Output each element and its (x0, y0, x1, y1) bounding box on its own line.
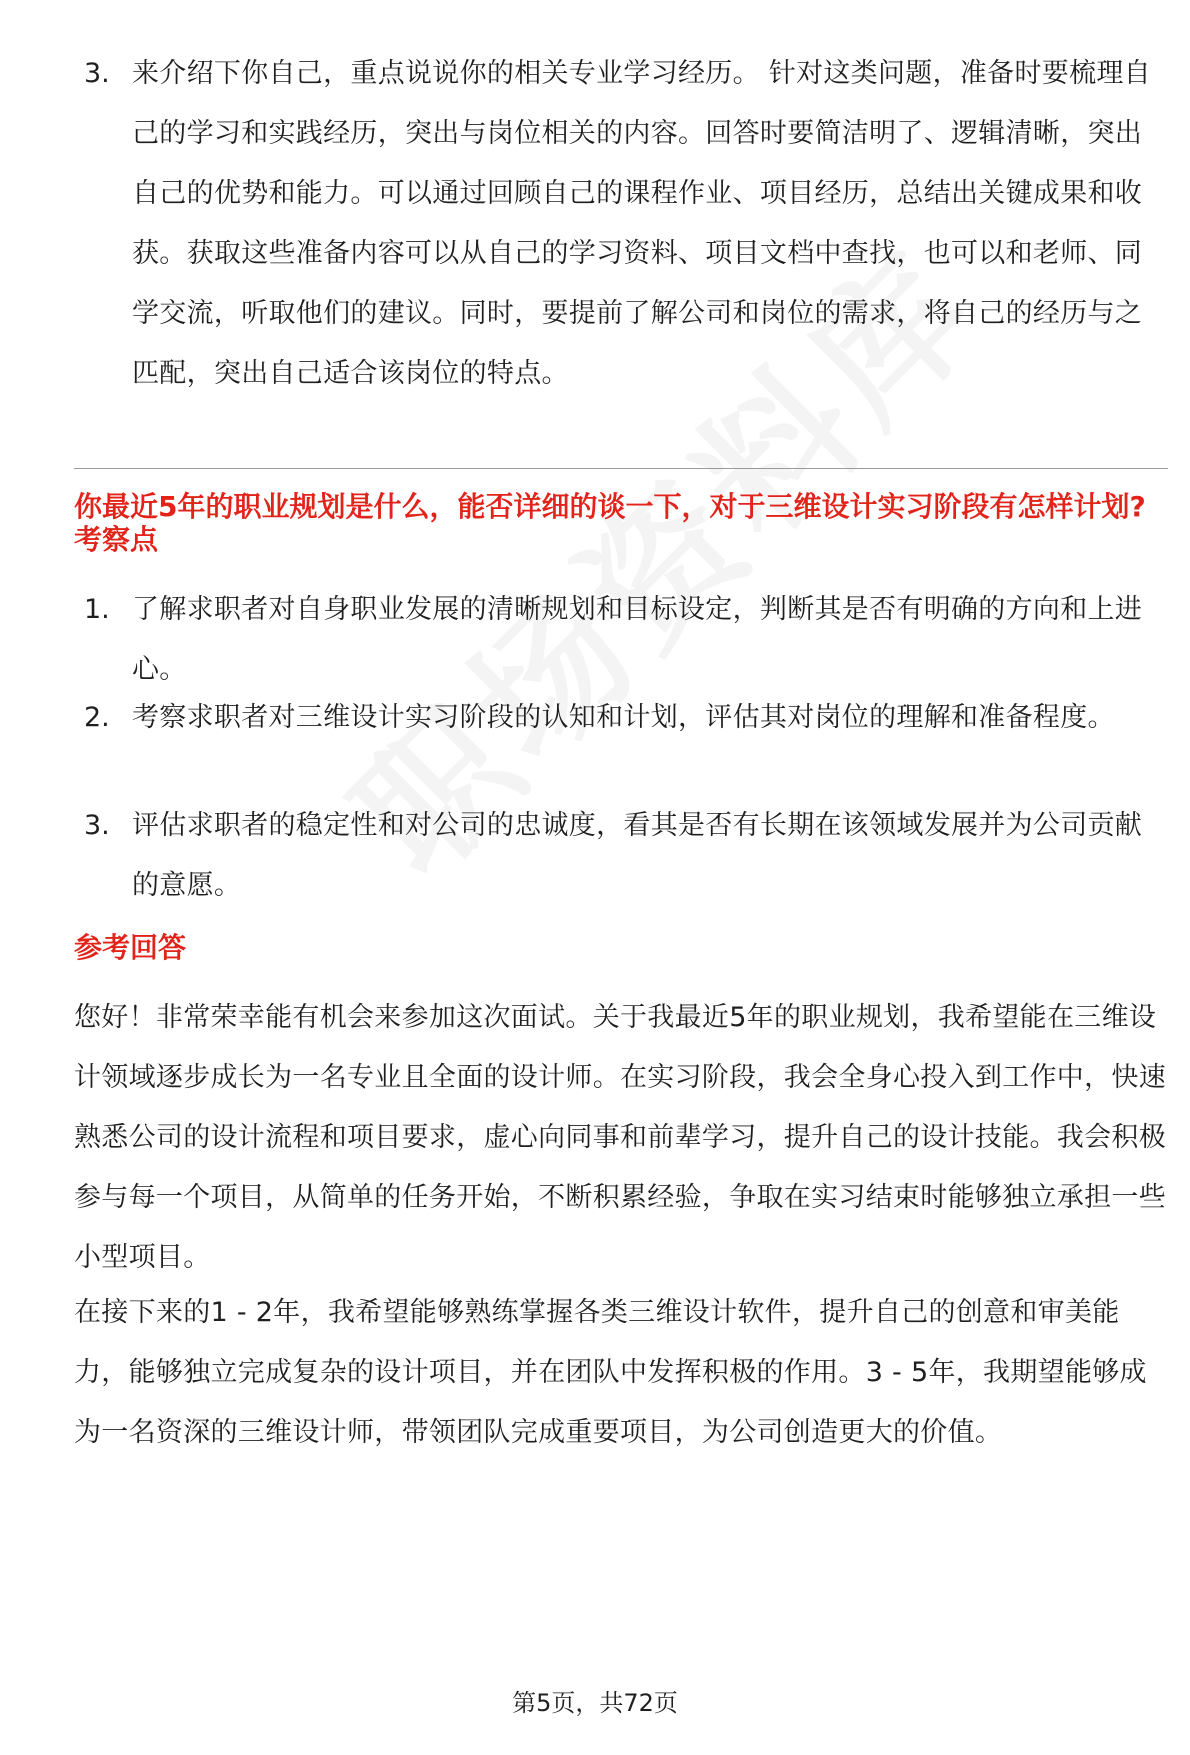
interview-question: 你最近5年的职业规划是什么，能否详细的谈一下，对于三维设计实习阶段有怎样计划? (74, 490, 1146, 523)
list-item-text: 了解求职者对自身职业发展的清晰规划和目标设定，判断其是否有明确的方向和上进心。 (132, 594, 1143, 685)
answer-paragraph-1: 您好！非常荣幸能有机会来参加这次面试。关于我最近5年的职业规划，我希望能在三维设计领域逐步成长为一名专业且全面的设计师。在实习阶段，我会全身心投入到工作中，快速熟悉公司的设计流程和项目要求，虚心向同事和前辈学习，提升自己的设计技能。我会积极参与每一个项目，从简单的任务开始，不断积累经验，争取在实习结束时能够独立承担一些小型项目。 (74, 1002, 1166, 1273)
list-number: 3. (84, 810, 110, 841)
list-item-previous-3 (84, 44, 1168, 404)
examination-item-1 (84, 580, 1168, 700)
page-number-footer: 第5页，共72页 (512, 1689, 678, 1717)
list-number: 1. (84, 594, 110, 625)
list-number: 3. (84, 58, 110, 89)
examination-item-2 (84, 688, 1168, 748)
examination-item-3 (84, 796, 1168, 916)
list-item-text: 评估求职者的稳定性和对公司的忠诚度，看其是否有长期在该领域发展并为公司贡献的意愿。 (132, 810, 1143, 901)
section-divider (74, 468, 1168, 469)
answer-heading: 参考回答 (74, 931, 187, 964)
answer-paragraph-2: 在接下来的1 - 2年，我希望能够熟练掌握各类三维设计软件，提升自己的创意和审美能力，能够独立完成复杂的设计项目，并在团队中发挥积极的作用。3 - 5年，我期望能够成为一名资深的三维设计师，带领团队完成重要项目，为公司创造更大的价值。 (74, 1297, 1147, 1448)
list-item-text: 来介绍下你自己，重点说说你的相关专业学习经历。 针对这类问题，准备时要梳理自己的学习和实践经历，突出与岗位相关的内容。回答时要简洁明了、逻辑清晰，突出自己的优势和能力。可以通过回顾自己的课程作业、项目经历，总结出关键成果和收获。获取这些准备内容可以从自己的学习资料、项目文档中查找，也可以和老师、同学交流，听取他们的建议。同时，要提前了解公司和岗位的需求，将自己的经历与之匹配，突出自己适合该岗位的特点。 (132, 58, 1151, 389)
examination-heading: 考察点 (74, 523, 159, 556)
list-number: 2. (84, 702, 110, 733)
list-item-text: 考察求职者对三维设计实习阶段的认知和计划，评估其对岗位的理解和准备程度。 (132, 702, 1115, 733)
